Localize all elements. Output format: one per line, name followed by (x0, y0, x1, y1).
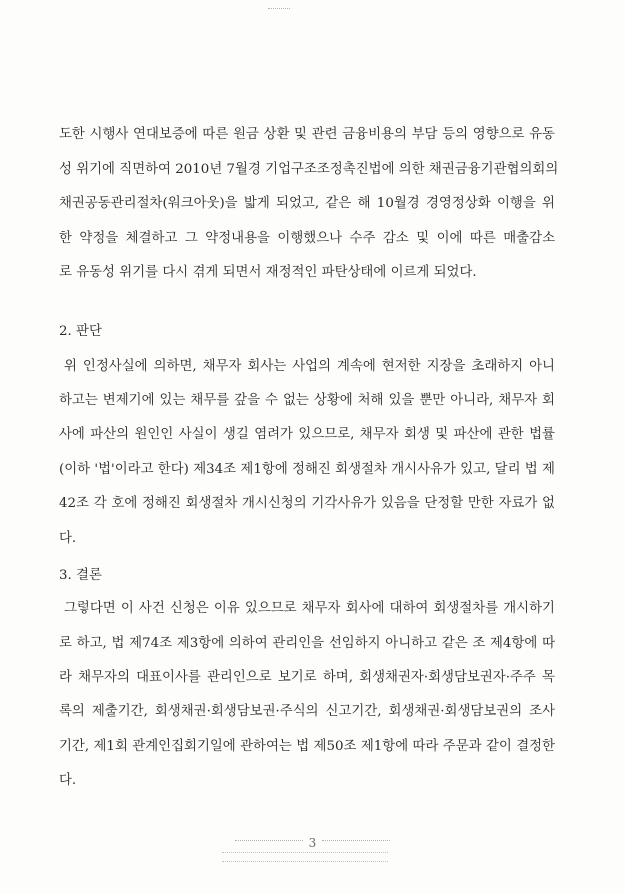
paragraph-line: 사에 파산의 원인인 사실이 생길 염려가 있으므로, 채무자 회생 및 파산에 관한 법률 (59, 427, 555, 442)
paragraph-line: 로 하고, 법 제74조 제3항에 의하여 관리인을 선임하지 아니하고 같은 조 제4항에 따 (59, 636, 555, 651)
footer-dots (235, 840, 303, 847)
paragraph-line: 한 약정을 체결하고 그 약정내용을 이행했으나 수주 감소 및 이에 따른 매출감소 (59, 231, 555, 246)
paragraph-line: 위 인정사실에 의하면, 채무자 회사는 사업의 계속에 현저한 지장을 초래하지 아니 (64, 359, 555, 374)
paragraph-line: 록의 제출기간, 회생채권·회생담보권·주식의 신고기간, 회생채권·회생담보권의 조사 (59, 704, 555, 719)
page-number-row (0, 836, 625, 850)
paragraph-line: 기간, 제1회 관계인집회기일에 관하여는 법 제50조 제1항에 따라 주문과 같이 결정한 (59, 739, 555, 754)
paragraph-line: 도한 시행사 연대보증에 따른 원금 상환 및 관련 금융비용의 부담 등의 영향으로 유동 (59, 127, 555, 142)
paragraph-line: (이하 '법'이라고 한다) 제34조 제1항에 정해진 회생절차 개시사유가 있고, 달리 법 제 (59, 462, 555, 477)
footer-marks (222, 852, 388, 868)
footer-mark-row (222, 852, 388, 858)
paragraph-line: 채권공동관리절차(워크아웃)을 밟게 되었고, 같은 해 10월경 경영정상화 이행을 위 (59, 196, 555, 211)
paragraph-line: 42조 각 호에 정해진 회생절차 개시신청의 기각사유가 있음을 단정할 만한 자료가 없 (59, 496, 555, 511)
footer-dots (322, 840, 390, 847)
scan-mark (268, 8, 290, 13)
paragraph-line: 다. (59, 531, 77, 546)
section-heading-conclusion: 3. 결론 (59, 568, 102, 583)
paragraph-line: 그렇다면 이 사건 신청은 이유 있으므로 채무자 회사에 대하여 회생절차를 개시하기 (64, 601, 555, 616)
paragraph-line: 다. (59, 773, 77, 788)
footer-mark-row (222, 861, 388, 867)
paragraph-line: 성 위기에 직면하여 2010년 7월경 기업구조조정촉진법에 의한 채권금융기관협의회의 (59, 162, 559, 177)
paragraph-line: 하고는 변제기에 있는 채무를 갚을 수 없는 상황에 처해 있을 뿐만 아니라, 채무자 회 (59, 393, 555, 408)
paragraph-line: 로 유동성 위기를 다시 겪게 되면서 재정적인 파탄상태에 이르게 되었다. (59, 265, 477, 280)
page-number: 3 (308, 836, 317, 850)
section-heading-judgment: 2. 판단 (59, 324, 102, 339)
paragraph-line: 라 채무자의 대표이사를 관리인으로 보기로 하며, 회생채권자·회생담보권자·주주 목 (59, 670, 555, 685)
